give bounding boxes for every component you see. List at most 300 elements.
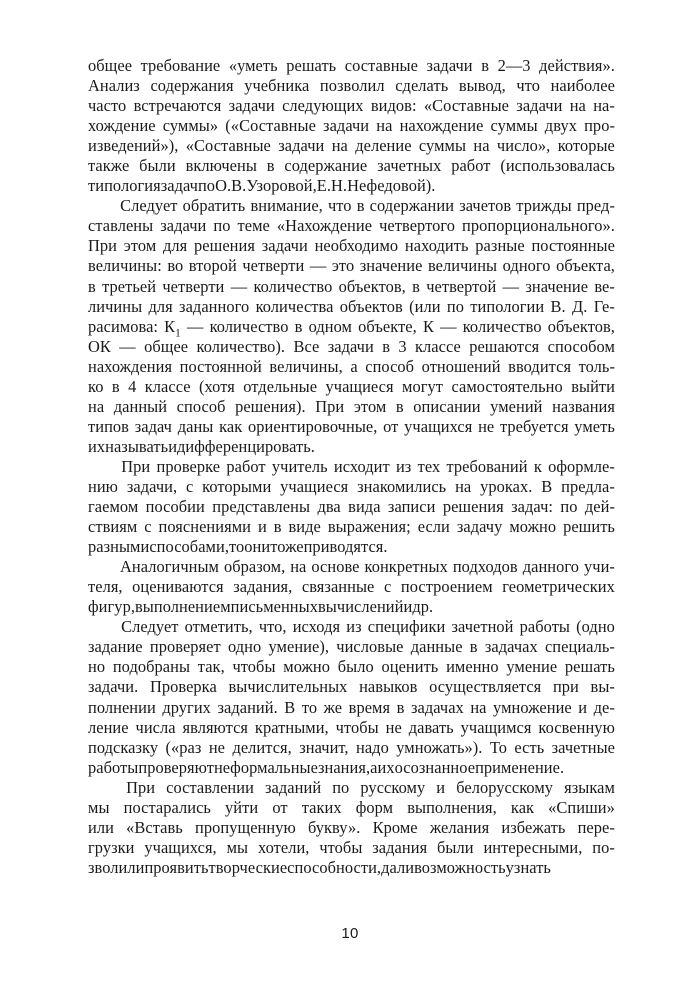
first-line-indent [88,457,115,477]
word: которые [557,136,615,156]
word: вычислений [318,597,404,617]
word: — [502,276,520,296]
word: действия». [539,56,615,75]
word: были [139,156,176,176]
word: косвенную [538,717,615,737]
word: их [88,436,106,456]
word: если [417,517,450,537]
word: классе [144,376,191,396]
word: называть [105,436,169,456]
word: («раз [165,737,202,757]
word: внимание, [250,196,323,216]
subscript: 1 [175,326,181,339]
paragraph [88,56,615,196]
word: конкретных [364,557,448,577]
word: Все [293,336,320,356]
word: могут [402,376,444,396]
word: — [119,336,136,356]
word: находить [404,236,469,256]
word: данный [113,396,168,416]
word: решать [564,657,615,677]
word: проверяет [149,637,221,657]
word: постоянной [179,356,262,376]
word: величины: [88,256,162,276]
word: же [323,697,343,717]
word: приводятся. [303,537,388,557]
word: учи- [584,557,615,577]
word: по- [592,837,615,857]
word: на [470,697,487,717]
word: суммы [418,136,467,156]
first-line-indent [88,778,115,798]
word: четверти [162,276,225,296]
word: вывод, [458,76,506,96]
word: подходов [452,557,518,577]
word: работы [519,617,570,637]
word: нию [88,476,118,496]
word: то [228,537,245,557]
word: числовые [336,637,404,657]
text-line [88,477,615,497]
word: задания, [233,577,293,597]
word: задачах [410,697,464,717]
word: по [446,296,464,316]
word: этом [123,236,157,256]
word: знания, [317,757,371,777]
word: Кроме [372,817,418,837]
word: дали [381,857,415,877]
word: по [560,497,578,517]
word: проверке [156,456,221,476]
word: значение [525,276,589,296]
word: в [356,196,365,216]
word: Анализ [88,76,140,96]
word: с [185,476,194,496]
word: объектов, [338,276,406,296]
first-line-indent [88,196,115,216]
text-line [88,256,615,276]
word: четверти [242,256,305,276]
word: форм [355,797,394,817]
text-line [88,677,615,697]
word: пред- [576,196,615,216]
word: задачи [323,116,370,136]
word: Нефедовой). [347,176,436,196]
word: осознанное [394,757,476,777]
text-line [88,417,615,437]
word: уроках. [480,476,533,496]
word: отметить, [184,617,253,637]
word: зволили [88,857,145,877]
word: ко [88,376,104,396]
word: задачи [261,236,308,256]
text-line [88,377,615,397]
word: К [422,316,434,336]
text-line [88,698,615,718]
word: желания [429,817,490,837]
word: решения [442,497,504,517]
word: заданий. [217,697,278,717]
word: Аналогичным [119,557,219,577]
word: интересными, [483,837,583,857]
word: — [309,256,327,276]
word: теме [237,216,270,236]
word: отдельные [243,376,318,396]
word: из [346,617,362,637]
word: При [126,777,156,797]
word: величины, [269,356,343,376]
word: осуществляется [429,677,542,697]
word: Ге- [593,296,615,316]
word: деление [355,136,412,156]
word: чтобы [319,837,363,857]
word: требуется [499,416,569,436]
word: задачи [426,56,473,75]
word: выполнения, [407,797,497,817]
word: ориентировочные, [248,416,378,436]
word: составлении [166,777,254,797]
word: При [121,456,151,476]
word: — [186,316,204,336]
word: русскому [360,777,426,797]
word: количества [255,296,334,316]
word: подобраны [112,657,191,677]
word: творческие [208,857,288,877]
word: связанные [301,577,375,597]
word: зачетной [451,617,514,637]
word: В. [231,176,247,196]
word: зачетные [551,737,615,757]
word: письменных [230,597,318,617]
word: данного [522,557,580,577]
word: необходимо [314,236,399,256]
word: обратить [182,196,246,216]
text-line [88,577,615,597]
word: виде [288,517,321,537]
text-line [88,156,615,176]
word: (хотя [199,376,235,396]
text-line [88,657,615,677]
word: «Составные [423,96,509,116]
word: второй [188,256,237,276]
word: на- [593,96,615,116]
word: работы [88,757,139,777]
word: применение. [475,757,565,777]
text-line [88,858,615,878]
word: задание [88,637,143,657]
word: делится, [232,737,292,757]
word: полнении [88,697,156,717]
text-line [88,778,615,798]
word: четвертого [379,216,455,236]
word: пере- [577,817,615,837]
word: даны [177,416,214,436]
word: учащихся, [144,837,217,857]
text-line [88,176,615,196]
word: учащихся [404,416,473,436]
word: навыков [359,677,418,697]
word: сделать [395,76,449,96]
word: и [436,777,446,797]
word: что, [258,617,287,637]
word: самостоятельно [451,376,563,396]
word: проверяют [138,757,214,777]
word: наиболее [550,76,615,96]
text-line [88,136,615,156]
word: суммы» [162,116,219,136]
word: типология [88,176,161,196]
word: умений [490,396,543,416]
word: два [317,497,341,517]
word: Узоровой, [246,176,317,196]
word: В. [550,296,566,316]
word: решать [286,56,337,75]
word: оцениваются [132,577,224,597]
text-line [88,317,615,337]
word: ствиям [88,517,138,537]
word: а [350,356,358,376]
word: суммы [490,116,538,136]
first-line-indent [88,557,115,577]
word: содержания [150,76,234,96]
word: при [552,677,579,697]
word: учащиеся [325,376,394,396]
word: вводится [508,356,572,376]
word: Следует [120,196,178,216]
word: названия [552,396,615,416]
word: решения [194,236,255,256]
word: и [257,517,267,537]
word: и [578,697,588,717]
word: В [541,476,553,496]
word: были [437,837,474,857]
word: При [88,236,118,256]
word: значение [359,256,423,276]
word: четвертой [426,276,497,296]
text-line [88,337,615,357]
word: описании [413,396,481,416]
word: постарались [123,797,211,817]
word: в [469,637,478,657]
word: задачи [516,96,563,116]
word: именно [446,657,499,677]
word: которыми [202,476,272,496]
word: При [315,396,345,416]
word: гаемом [88,497,139,517]
word: величины [427,256,498,276]
word: в [412,276,420,296]
word: вы- [590,677,615,697]
word: требований [446,456,528,476]
word: что [327,196,352,216]
word: на [290,557,307,577]
word: «Нахождение [276,216,373,236]
word: следующих [282,96,364,116]
word: на [331,136,348,156]
text-line [88,196,615,216]
text-line [88,56,615,76]
word: — [440,316,457,336]
word: из [395,456,412,476]
word: способом [547,336,615,356]
word: составные [344,56,418,75]
word: оформле- [548,456,615,476]
text-line [88,798,615,818]
word: задачи [327,336,374,356]
word: подсказку [88,737,159,757]
word: грузки [88,837,135,857]
word: количество [253,276,333,296]
word: в [382,336,390,356]
word: включены [185,156,257,176]
word: уйти [225,797,259,817]
word: решаются [469,336,540,356]
word: можно [509,517,557,537]
word: личины [88,296,143,316]
text-line [88,637,615,657]
word: на [569,96,586,116]
word: в [481,56,490,75]
text-line [88,216,615,236]
word: одном [308,316,352,336]
word: во [167,256,184,276]
word: «Спиши» [548,797,615,817]
word: встречаются [133,96,222,116]
word: разными [88,537,150,557]
word: задачи [160,216,207,236]
word: к [533,456,542,476]
text-line [88,758,615,778]
word: как [510,797,535,817]
word: от [272,797,288,817]
text-line [88,497,615,517]
word: пособии [145,497,205,517]
word: Проверка [149,677,217,697]
word: дифференцировать. [177,436,315,456]
word: (или [409,296,441,316]
word: значит, [299,737,349,757]
word: на [455,476,472,496]
word: в [395,396,404,416]
word: на [88,396,105,416]
word: выражения; [327,517,411,537]
word: то [301,697,318,717]
word: время [348,697,391,717]
word: хотели, [257,837,310,857]
word: число», [496,136,551,156]
word: Следует [121,617,179,637]
word: задачи [228,96,275,116]
text-line [88,357,615,377]
word: толь- [578,356,615,376]
word: способ [365,356,415,376]
word: нахождения [88,356,173,376]
word: представлены [212,497,311,517]
text-line [88,738,615,758]
word: тех [417,456,441,476]
word: требование [140,56,221,75]
word: количество [209,316,289,336]
text-line [88,537,615,557]
word: объекта, [556,256,615,276]
page-number: 10 [341,925,359,942]
word: узнать [505,857,551,877]
word: умножение [493,697,572,717]
word: вида [348,497,381,517]
word: умение [506,657,558,677]
text-line [88,116,615,136]
word: объектов [339,296,403,316]
word: чтобы [232,657,276,677]
word: записи [387,497,436,517]
word: «уметь [228,56,278,75]
word: геометрических [502,577,615,597]
word: не [478,416,495,436]
word: давать [408,717,454,737]
word: умножать»). [396,737,483,757]
word: заданного [179,296,250,316]
word: Е. [316,176,331,196]
word: решения). [235,396,306,416]
word: таких [301,797,342,817]
word: Д. [572,296,588,316]
word: не [208,737,226,757]
word: тоже [270,537,304,557]
body-text-column [88,56,615,878]
word: дей- [584,497,615,517]
word: было [337,657,374,677]
word: зачетных [377,156,442,176]
word: по [213,216,231,236]
word: классе [414,336,461,356]
word: $К_1$ [164,316,181,339]
word: учебника [244,76,310,96]
text-line [88,718,615,738]
word: количество). [196,336,286,356]
paragraph [88,196,615,457]
word: учащиеся [280,476,349,496]
word: хождение [88,116,156,136]
word: исходит [333,456,390,476]
word: в [273,517,282,537]
word: умение), [268,637,330,657]
word: нахождение [399,116,484,136]
paragraph [88,457,615,557]
word: являются [182,717,249,737]
text-line [88,557,615,577]
text-line [88,76,615,96]
word: на [473,136,490,156]
word: оценить [381,657,439,677]
word: этом [353,396,387,416]
word: специфики [367,617,446,637]
word: учитель [271,456,328,476]
word: ставлены [88,216,154,236]
word: также [88,156,130,176]
word: задач [160,176,198,196]
word: надо [356,737,389,757]
text-line [88,517,615,537]
word: на [376,116,393,136]
word: способности, [287,857,382,877]
word: можно [283,657,331,677]
text-line [88,617,615,637]
word: двух [544,116,577,136]
word: способ [176,396,226,416]
word: видов: [370,96,417,116]
word: ление [88,717,129,737]
word: пояснениями [158,517,251,537]
